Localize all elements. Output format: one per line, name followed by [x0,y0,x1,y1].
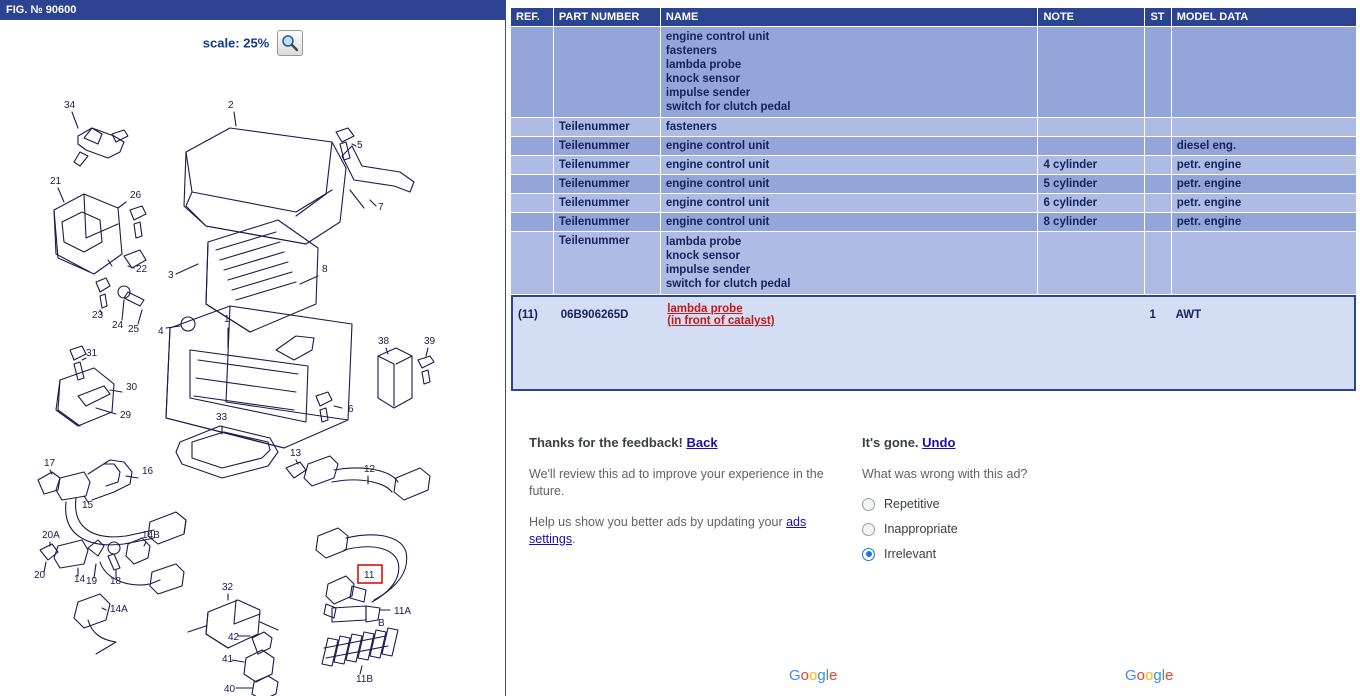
gone-text: It's gone. [862,435,919,450]
selected-part-row-wrapper[interactable] [511,295,1356,391]
ad-feedback-area [507,425,1360,696]
cell-part-number: Teilenummer [553,213,660,232]
ad-reason-label: Inappropriate [884,522,958,536]
ad-feedback-left [529,435,839,562]
svg-text:30: 30 [126,382,138,393]
column-header-model-data[interactable]: MODEL DATA [1171,8,1356,27]
svg-text:41: 41 [222,654,234,665]
ads-settings-link[interactable]: ads settings [529,515,807,546]
svg-text:32: 32 [222,582,234,593]
diagram-panel [0,0,506,696]
svg-text:5: 5 [357,140,363,151]
google-logo-right: Google [1125,667,1174,684]
cell-model-data: diesel eng. [1171,137,1356,156]
callout-11-highlight [358,565,382,583]
cell-name [662,297,1038,333]
cell-st [1145,27,1171,118]
cell-name: lambda probe knock sensor impulse sender switch for clutch pedal [660,232,1038,295]
svg-text:1: 1 [224,314,230,325]
cell-part-number: 06B906265D [555,297,662,333]
ad-review-text: We'll review this ad to improve your experience in the future. [529,467,824,498]
column-header-st[interactable]: ST [1145,8,1171,27]
svg-text:39: 39 [424,336,436,347]
svg-text:12: 12 [364,464,376,475]
svg-text:14A: 14A [110,604,128,615]
ad-reason-options [862,497,1182,561]
ad-settings-suffix: . [572,532,576,546]
svg-text:14B: 14B [142,530,160,541]
cell-st [1145,156,1171,175]
cell-name: engine control unit [660,156,1038,175]
svg-text:15: 15 [82,500,94,511]
table-row[interactable] [511,156,1356,175]
cell-model-data: petr. engine [1171,156,1356,175]
cell-name: fasteners [660,118,1038,137]
svg-text:2: 2 [228,100,234,111]
cell-model-data [1171,232,1356,295]
google-logo-left: Google [789,667,838,684]
svg-text:20: 20 [34,570,46,581]
ad-reason-option[interactable] [862,497,1182,511]
svg-text:7: 7 [378,202,384,213]
ad-reason-label: Repetitive [884,497,940,511]
svg-text:29: 29 [120,410,132,421]
svg-text:40: 40 [224,684,236,695]
table-row[interactable] [511,232,1356,295]
svg-text:6: 6 [348,404,354,415]
ad-question-text: What was wrong with this ad? [862,467,1028,481]
cell-note: 6 cylinder [1038,194,1145,213]
svg-text:21: 21 [50,176,62,187]
cell-model-data [1171,27,1356,118]
cell-name: engine control unit [660,213,1038,232]
parts-table [511,8,1356,295]
svg-text:38: 38 [378,336,390,347]
ad-settings-prefix: Help us show you better ads by updating your [529,515,787,529]
ad-feedback-right [862,435,1182,572]
svg-text:42: 42 [228,632,240,643]
svg-text:14: 14 [74,574,86,585]
cell-st [1145,137,1171,156]
selected-part-table [513,297,1354,333]
cell-note [1038,232,1145,295]
ad-feedback-right-title [862,435,1182,450]
cell-ref [511,175,553,194]
svg-text:23: 23 [92,310,104,321]
cell-model-data [1171,118,1356,137]
cell-model-data: petr. engine [1171,175,1356,194]
cell-ref [511,194,553,213]
svg-text:17: 17 [44,458,56,469]
svg-text:19: 19 [86,576,98,587]
cell-name: engine control unit fasteners lambda probe knock sensor impulse sender switch for clutch pedal [660,27,1038,118]
cell-part-number: Teilenummer [553,194,660,213]
cell-st [1145,194,1171,213]
cell-note [1037,297,1144,333]
ad-reason-option[interactable] [862,522,1182,536]
part-name-sublink[interactable]: (in front of catalyst) [667,315,775,327]
table-header-row [511,8,1356,27]
svg-text:24: 24 [112,320,124,331]
parts-diagram[interactable] [0,60,506,696]
svg-text:11: 11 [364,570,375,581]
ad-settings-text [529,514,839,548]
cell-part-number: Teilenummer [553,175,660,194]
table-row[interactable] [511,175,1356,194]
svg-text:13: 13 [290,448,302,459]
cell-ref [511,232,553,295]
cell-ref [511,118,553,137]
cell-st [1145,175,1171,194]
cell-model-data: petr. engine [1171,213,1356,232]
column-header-note[interactable]: NOTE [1038,8,1145,27]
svg-text:B: B [378,618,385,629]
svg-text:16: 16 [142,466,154,477]
cell-name: engine control unit [660,137,1038,156]
scale-label: scale: 25% [202,35,270,51]
cell-note: 8 cylinder [1038,213,1145,232]
parts-table-panel [507,0,1360,696]
cell-part-number: Teilenummer [553,118,660,137]
table-row[interactable] [511,213,1356,232]
svg-text:20A: 20A [42,530,60,541]
table-row[interactable] [511,118,1356,137]
radio-inappropriate[interactable] [862,523,875,536]
cell-ref [511,137,553,156]
cell-model-data: petr. engine [1171,194,1356,213]
svg-text:4: 4 [158,326,164,337]
radio-repetitive[interactable] [862,498,875,511]
cell-note: 5 cylinder [1038,175,1145,194]
cell-part-number: Teilenummer [553,232,660,295]
cell-ref [511,156,553,175]
back-link[interactable]: Back [686,435,718,450]
svg-text:25: 25 [128,324,140,335]
magnifier-icon[interactable] [277,30,303,56]
ad-feedback-left-title [529,435,839,450]
parts-table-body [511,27,1356,295]
radio-irrelevant[interactable] [862,548,875,561]
cell-ref [511,27,553,118]
figure-header: FIG. № 90600 [0,0,505,21]
svg-text:26: 26 [130,190,142,201]
part-name-link[interactable]: lambda probe [667,303,743,315]
thanks-text: Thanks for the feedback! [529,435,683,450]
svg-text:34: 34 [64,100,76,111]
cell-st [1145,213,1171,232]
undo-link[interactable]: Undo [922,435,956,450]
cell-st: 1 [1144,297,1170,333]
table-row-selected[interactable] [513,297,1354,333]
cell-ref [511,213,553,232]
scale-bar [0,30,506,56]
svg-text:11A: 11A [394,606,412,617]
column-header-part-number[interactable]: PART NUMBER [553,8,660,27]
svg-text:18: 18 [110,576,122,587]
column-header-ref[interactable]: REF. [511,8,553,27]
cell-part-number [553,27,660,118]
cell-note: 4 cylinder [1038,156,1145,175]
svg-text:8: 8 [322,264,328,275]
svg-text:3: 3 [168,270,174,281]
cell-note [1038,27,1145,118]
svg-text:22: 22 [136,264,148,275]
cell-st [1145,232,1171,295]
cell-part-number: Teilenummer [553,156,660,175]
svg-text:33: 33 [216,412,228,423]
cell-name: engine control unit [660,175,1038,194]
svg-text:31: 31 [86,348,98,359]
cell-ref: (11) [513,297,555,333]
table-row[interactable] [511,194,1356,213]
table-row[interactable] [511,137,1356,156]
svg-text:11B: 11B [356,674,374,685]
ad-reason-label: Irrelevant [884,547,937,561]
cell-note [1038,137,1145,156]
cell-st [1145,118,1171,137]
cell-part-number: Teilenummer [553,137,660,156]
cell-name: engine control unit [660,194,1038,213]
column-header-name[interactable]: NAME [660,8,1038,27]
cell-model-data: AWT [1170,297,1354,333]
table-row[interactable] [511,27,1356,118]
ad-reason-option[interactable] [862,547,1182,561]
cell-note [1038,118,1145,137]
